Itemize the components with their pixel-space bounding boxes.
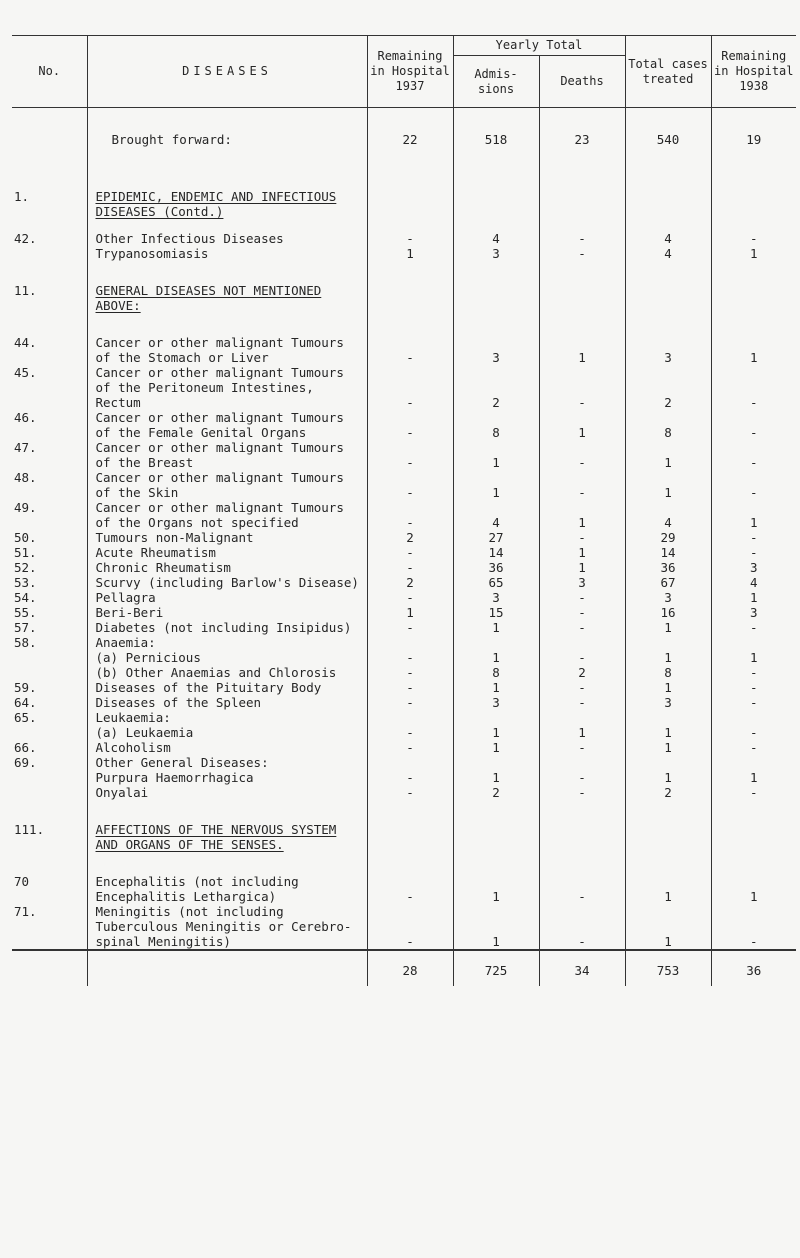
- row-number: 66.: [12, 740, 87, 755]
- total-cases: 540: [625, 108, 711, 168]
- remaining-1938: [711, 167, 796, 219]
- admissions: 1: [453, 440, 539, 470]
- header-deaths: Deaths: [539, 56, 625, 108]
- table-row: [12, 560, 796, 575]
- remaining-1937: -: [367, 620, 453, 635]
- table-body: [12, 108, 796, 987]
- table-row: [12, 261, 796, 313]
- total-cases: [625, 635, 711, 650]
- remaining-1937: -: [367, 219, 453, 246]
- admissions: 1: [453, 620, 539, 635]
- disease-name: Anaemia:: [87, 635, 367, 650]
- disease-name: GENERAL DISEASES NOT MENTIONED ABOVE:: [87, 261, 367, 313]
- row-number: [12, 650, 87, 665]
- table-row: [12, 605, 796, 620]
- remaining-1937: -: [367, 410, 453, 440]
- row-number: 58.: [12, 635, 87, 650]
- diseases-table: [12, 35, 796, 986]
- table-row: [12, 365, 796, 410]
- row-number: 50.: [12, 530, 87, 545]
- row-number: [12, 785, 87, 800]
- admissions: 15: [453, 605, 539, 620]
- remaining-1937: 2: [367, 530, 453, 545]
- disease-name: Beri-Beri: [87, 605, 367, 620]
- table-row: [12, 500, 796, 530]
- admissions: [453, 710, 539, 725]
- total-cases: 1: [625, 725, 711, 740]
- total-cases: 16: [625, 605, 711, 620]
- deaths: -: [539, 470, 625, 500]
- deaths: 1: [539, 725, 625, 740]
- disease-name: Scurvy (including Barlow's Disease): [87, 575, 367, 590]
- disease-name: (b) Other Anaemias and Chlorosis: [87, 665, 367, 680]
- table-row: [12, 710, 796, 725]
- remaining-1938: -: [711, 545, 796, 560]
- deaths: [539, 800, 625, 852]
- remaining-1938: 1: [711, 852, 796, 904]
- header-total-cases: Total cases treated: [625, 36, 711, 108]
- admissions: [453, 167, 539, 219]
- remaining-1938: 1: [711, 590, 796, 605]
- row-number: 64.: [12, 695, 87, 710]
- remaining-1937: -: [367, 560, 453, 575]
- deaths: -: [539, 650, 625, 665]
- remaining-1937: -: [367, 545, 453, 560]
- remaining-1938: -: [711, 410, 796, 440]
- total-admissions: 725: [453, 950, 539, 986]
- remaining-1938: 1: [711, 500, 796, 530]
- remaining-1937: 22: [367, 108, 453, 168]
- row-number: [12, 108, 87, 168]
- remaining-1938: 1: [711, 770, 796, 785]
- remaining-1938: 3: [711, 560, 796, 575]
- deaths: 1: [539, 410, 625, 440]
- admissions: 14: [453, 545, 539, 560]
- remaining-1937: -: [367, 313, 453, 365]
- table-row: [12, 785, 796, 800]
- table-row: [12, 530, 796, 545]
- deaths: -: [539, 740, 625, 755]
- admissions: 3: [453, 590, 539, 605]
- row-number: 71.: [12, 904, 87, 950]
- row-number: 11.: [12, 261, 87, 313]
- total-deaths: 34: [539, 950, 625, 986]
- row-number: 1.: [12, 167, 87, 219]
- deaths: 23: [539, 108, 625, 168]
- remaining-1938: -: [711, 219, 796, 246]
- remaining-1938: -: [711, 785, 796, 800]
- admissions: 27: [453, 530, 539, 545]
- row-number: [12, 246, 87, 261]
- table-row: [12, 770, 796, 785]
- table-row: [12, 650, 796, 665]
- disease-name: Cancer or other malignant Tumours of the Peritoneum Intestines, Rectum: [87, 365, 367, 410]
- table-row: [12, 755, 796, 770]
- remaining-1938: 1: [711, 246, 796, 261]
- total-cases: 67: [625, 575, 711, 590]
- row-number: 65.: [12, 710, 87, 725]
- row-number: 55.: [12, 605, 87, 620]
- deaths: -: [539, 365, 625, 410]
- deaths: -: [539, 695, 625, 710]
- admissions: 36: [453, 560, 539, 575]
- disease-name: Pellagra: [87, 590, 367, 605]
- header-diseases: DISEASES: [87, 36, 367, 108]
- table-row: [12, 680, 796, 695]
- table-row: [12, 725, 796, 740]
- table-row: [12, 219, 796, 246]
- total-cases: 4: [625, 246, 711, 261]
- total-cases: [625, 755, 711, 770]
- remaining-1938: -: [711, 695, 796, 710]
- deaths: 2: [539, 665, 625, 680]
- total-cases: 1: [625, 440, 711, 470]
- table-row: [12, 246, 796, 261]
- remaining-1937: [367, 167, 453, 219]
- table-row: [12, 800, 796, 852]
- disease-name: Diabetes (not including Insipidus): [87, 620, 367, 635]
- remaining-1937: -: [367, 680, 453, 695]
- remaining-1938: [711, 710, 796, 725]
- deaths: -: [539, 605, 625, 620]
- remaining-1937: -: [367, 770, 453, 785]
- remaining-1938: -: [711, 440, 796, 470]
- admissions: 4: [453, 500, 539, 530]
- remaining-1937: [367, 800, 453, 852]
- row-number: 59.: [12, 680, 87, 695]
- table-row: [12, 620, 796, 635]
- row-number: 44.: [12, 313, 87, 365]
- admissions: 2: [453, 365, 539, 410]
- table-row: [12, 440, 796, 470]
- row-number: 48.: [12, 470, 87, 500]
- deaths: [539, 635, 625, 650]
- disease-name: Other General Diseases:: [87, 755, 367, 770]
- header-no: No.: [12, 36, 87, 108]
- row-number: 69.: [12, 755, 87, 770]
- row-number: 47.: [12, 440, 87, 470]
- table-row: [12, 313, 796, 365]
- remaining-1937: -: [367, 365, 453, 410]
- totals-label: [87, 950, 367, 986]
- table-row: [12, 545, 796, 560]
- disease-name: Onyalai: [87, 785, 367, 800]
- remaining-1938: -: [711, 620, 796, 635]
- table-row: [12, 852, 796, 904]
- admissions: [453, 261, 539, 313]
- remaining-1937: [367, 710, 453, 725]
- total-remaining-1938: 36: [711, 950, 796, 986]
- row-number: 51.: [12, 545, 87, 560]
- remaining-1937: [367, 261, 453, 313]
- total-cases: 3: [625, 313, 711, 365]
- row-number: 46.: [12, 410, 87, 440]
- remaining-1937: -: [367, 500, 453, 530]
- total-remaining-1937: 28: [367, 950, 453, 986]
- deaths: 1: [539, 500, 625, 530]
- disease-name: Encephalitis (not including Encephalitis Lethargica): [87, 852, 367, 904]
- disease-name: Cancer or other malignant Tumours of the Stomach or Liver: [87, 313, 367, 365]
- remaining-1937: -: [367, 590, 453, 605]
- remaining-1937: -: [367, 904, 453, 950]
- row-number: 42.: [12, 219, 87, 246]
- total-cases: [625, 261, 711, 313]
- remaining-1938: -: [711, 904, 796, 950]
- total-cases-treated: 753: [625, 950, 711, 986]
- disease-name: Trypanosomiasis: [87, 246, 367, 261]
- remaining-1938: 4: [711, 575, 796, 590]
- totals-row: [12, 950, 796, 986]
- remaining-1937: [367, 755, 453, 770]
- total-cases: 1: [625, 740, 711, 755]
- remaining-1938: 19: [711, 108, 796, 168]
- admissions: [453, 635, 539, 650]
- disease-name: Alcoholism: [87, 740, 367, 755]
- row-number: 70: [12, 852, 87, 904]
- admissions: 3: [453, 313, 539, 365]
- admissions: 1: [453, 770, 539, 785]
- admissions: 4: [453, 219, 539, 246]
- remaining-1938: [711, 261, 796, 313]
- table-row: [12, 740, 796, 755]
- table-row: [12, 695, 796, 710]
- row-number: 52.: [12, 560, 87, 575]
- deaths: -: [539, 440, 625, 470]
- remaining-1938: -: [711, 680, 796, 695]
- remaining-1937: -: [367, 695, 453, 710]
- deaths: -: [539, 530, 625, 545]
- remaining-1937: 1: [367, 605, 453, 620]
- remaining-1937: -: [367, 470, 453, 500]
- admissions: [453, 800, 539, 852]
- total-cases: 1: [625, 770, 711, 785]
- total-cases: [625, 800, 711, 852]
- disease-name: Cancer or other malignant Tumours of the Skin: [87, 470, 367, 500]
- remaining-1938: -: [711, 725, 796, 740]
- table-row: [12, 590, 796, 605]
- total-cases: 1: [625, 470, 711, 500]
- header-yearly-total: Yearly Total: [453, 36, 625, 56]
- remaining-1937: [367, 635, 453, 650]
- row-number: [12, 770, 87, 785]
- total-cases: 14: [625, 545, 711, 560]
- row-number: 57.: [12, 620, 87, 635]
- disease-name: Purpura Haemorrhagica: [87, 770, 367, 785]
- total-cases: 8: [625, 665, 711, 680]
- admissions: 8: [453, 665, 539, 680]
- disease-name: Cancer or other malignant Tumours of the Breast: [87, 440, 367, 470]
- remaining-1937: -: [367, 852, 453, 904]
- admissions: 3: [453, 695, 539, 710]
- deaths: -: [539, 590, 625, 605]
- deaths: 3: [539, 575, 625, 590]
- admissions: 518: [453, 108, 539, 168]
- deaths: [539, 755, 625, 770]
- disease-name: Other Infectious Diseases: [87, 219, 367, 246]
- table-row: [12, 665, 796, 680]
- remaining-1937: -: [367, 440, 453, 470]
- total-cases: [625, 167, 711, 219]
- table-row: [12, 167, 796, 219]
- table-row: [12, 904, 796, 950]
- disease-name: Meningitis (not including Tuberculous Meningitis or Cerebro-spinal Meningitis): [87, 904, 367, 950]
- disease-name: Cancer or other malignant Tumours of the Female Genital Organs: [87, 410, 367, 440]
- header-admissions: Admis- sions: [453, 56, 539, 108]
- total-cases: 29: [625, 530, 711, 545]
- remaining-1938: -: [711, 665, 796, 680]
- header-remaining-1938: Remaining in Hospital 1938: [711, 36, 796, 108]
- admissions: 1: [453, 904, 539, 950]
- row-number: 45.: [12, 365, 87, 410]
- row-number: 111.: [12, 800, 87, 852]
- remaining-1938: [711, 635, 796, 650]
- total-cases: 3: [625, 695, 711, 710]
- remaining-1937: 1: [367, 246, 453, 261]
- deaths: [539, 167, 625, 219]
- row-number: 53.: [12, 575, 87, 590]
- remaining-1938: 1: [711, 313, 796, 365]
- remaining-1938: 1: [711, 650, 796, 665]
- total-cases: 1: [625, 680, 711, 695]
- remaining-1937: 2: [367, 575, 453, 590]
- total-cases: 2: [625, 785, 711, 800]
- total-cases: 1: [625, 620, 711, 635]
- deaths: -: [539, 904, 625, 950]
- remaining-1937: -: [367, 650, 453, 665]
- header-remaining-1937: Remaining in Hospital 1937: [367, 36, 453, 108]
- remaining-1938: -: [711, 365, 796, 410]
- remaining-1938: [711, 800, 796, 852]
- remaining-1938: -: [711, 470, 796, 500]
- admissions: 1: [453, 470, 539, 500]
- disease-name: Tumours non-Malignant: [87, 530, 367, 545]
- total-cases: 1: [625, 650, 711, 665]
- deaths: -: [539, 852, 625, 904]
- remaining-1938: [711, 755, 796, 770]
- deaths: -: [539, 770, 625, 785]
- disease-name: (a) Pernicious: [87, 650, 367, 665]
- total-cases: 1: [625, 852, 711, 904]
- disease-name: Leukaemia:: [87, 710, 367, 725]
- admissions: 2: [453, 785, 539, 800]
- deaths: 1: [539, 313, 625, 365]
- deaths: -: [539, 785, 625, 800]
- disease-name: Acute Rheumatism: [87, 545, 367, 560]
- admissions: 8: [453, 410, 539, 440]
- disease-name: Brought forward:: [87, 108, 367, 168]
- row-number: 49.: [12, 500, 87, 530]
- admissions: 1: [453, 740, 539, 755]
- remaining-1938: -: [711, 740, 796, 755]
- row-number: 54.: [12, 590, 87, 605]
- remaining-1937: -: [367, 725, 453, 740]
- row-number: [12, 725, 87, 740]
- total-cases: [625, 710, 711, 725]
- disease-name: AFFECTIONS OF THE NERVOUS SYSTEM AND ORGANS OF THE SENSES.: [87, 800, 367, 852]
- disease-name: EPIDEMIC, ENDEMIC AND INFECTIOUS DISEASES (Contd.): [87, 167, 367, 219]
- table-row: [12, 108, 796, 168]
- deaths: 1: [539, 545, 625, 560]
- remaining-1937: -: [367, 740, 453, 755]
- remaining-1937: -: [367, 665, 453, 680]
- disease-name: Diseases of the Spleen: [87, 695, 367, 710]
- remaining-1937: -: [367, 785, 453, 800]
- deaths: -: [539, 246, 625, 261]
- disease-name: Cancer or other malignant Tumours of the Organs not specified: [87, 500, 367, 530]
- total-cases: 36: [625, 560, 711, 575]
- deaths: -: [539, 219, 625, 246]
- admissions: 1: [453, 725, 539, 740]
- total-cases: 4: [625, 500, 711, 530]
- deaths: [539, 710, 625, 725]
- total-cases: 4: [625, 219, 711, 246]
- total-cases: 3: [625, 590, 711, 605]
- table-row: [12, 410, 796, 440]
- admissions: 65: [453, 575, 539, 590]
- deaths: -: [539, 680, 625, 695]
- disease-name: (a) Leukaemia: [87, 725, 367, 740]
- table-row: [12, 635, 796, 650]
- deaths: 1: [539, 560, 625, 575]
- admissions: [453, 755, 539, 770]
- row-number: [12, 665, 87, 680]
- admissions: 1: [453, 650, 539, 665]
- total-cases: 2: [625, 365, 711, 410]
- deaths: [539, 261, 625, 313]
- total-cases: 8: [625, 410, 711, 440]
- totals-no: [12, 950, 87, 986]
- remaining-1938: 3: [711, 605, 796, 620]
- admissions: 1: [453, 852, 539, 904]
- total-cases: 1: [625, 904, 711, 950]
- admissions: 1: [453, 680, 539, 695]
- table-row: [12, 575, 796, 590]
- remaining-1938: -: [711, 530, 796, 545]
- deaths: -: [539, 620, 625, 635]
- admissions: 3: [453, 246, 539, 261]
- table-row: [12, 470, 796, 500]
- disease-name: Chronic Rheumatism: [87, 560, 367, 575]
- disease-name: Diseases of the Pituitary Body: [87, 680, 367, 695]
